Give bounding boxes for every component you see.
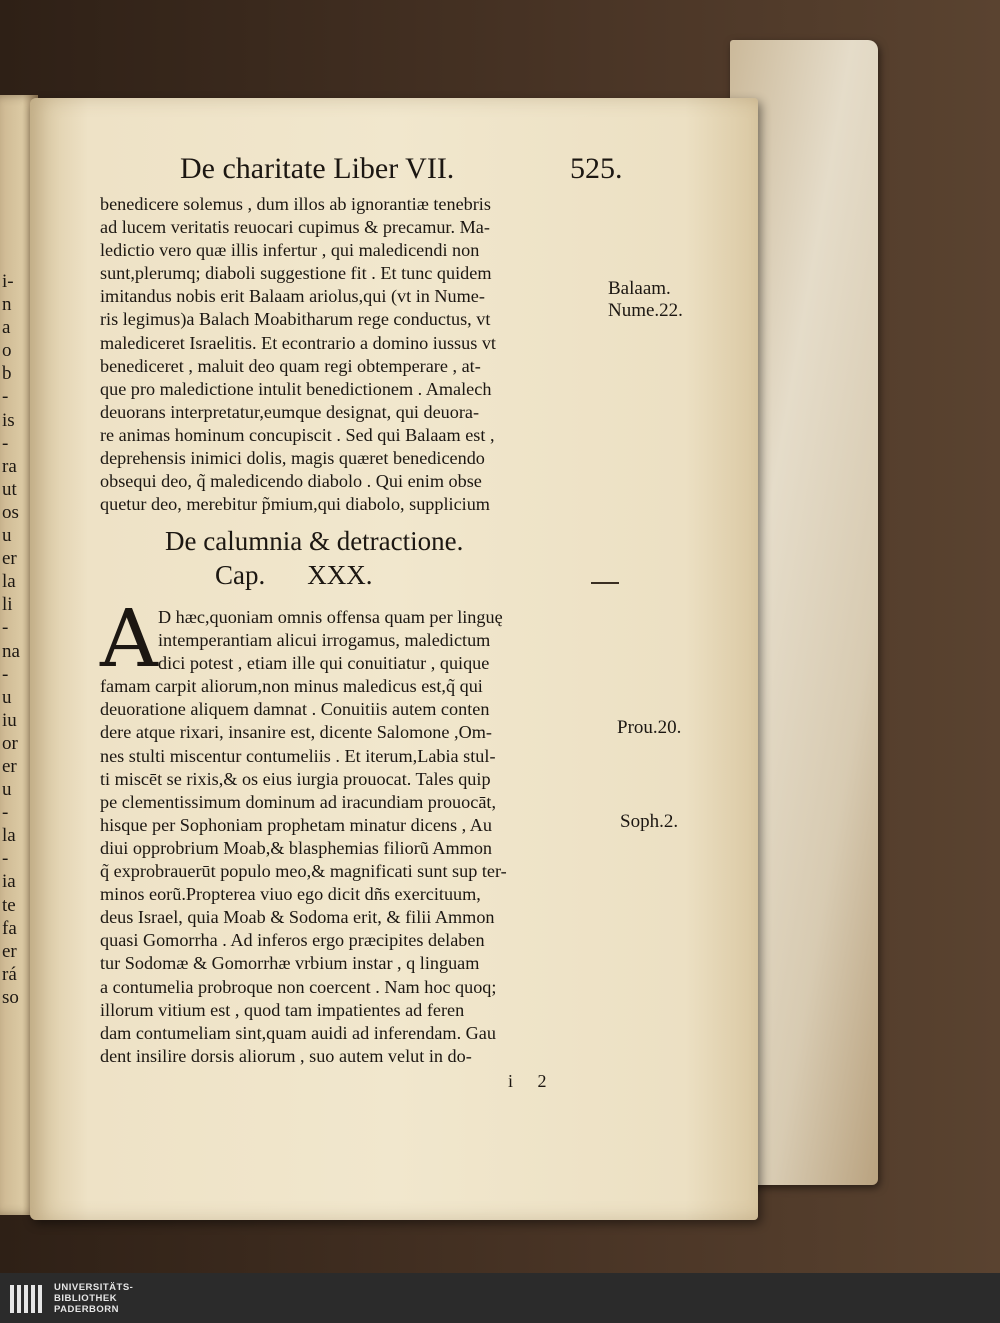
signature-mark: i 2 <box>508 1071 557 1091</box>
facing-page-fragment: rá <box>2 963 17 985</box>
facing-page-fragment: ra <box>2 455 17 477</box>
text-line: intemperantiam alicui irrogamus, maledictum <box>158 630 491 651</box>
facing-page-fragment: li <box>2 594 13 616</box>
chapter-body-text <box>100 606 615 1068</box>
facing-page-fragment: - <box>2 432 9 454</box>
facing-page-fragment: - <box>2 802 9 824</box>
text-line: ti miscēt se rixis,& os eius iurgia prouocat. Tales quip <box>100 768 491 789</box>
library-footer <box>0 1273 1000 1323</box>
facing-page-fragment: or <box>2 732 18 754</box>
text-line: ledictio vero quæ illis infertur , qui maledicendi non <box>100 240 480 261</box>
text-line: D hæc,quoniam omnis offensa quam per linguę <box>158 607 503 627</box>
facing-page-fragment: er <box>2 940 17 962</box>
facing-page-fragment: er <box>2 548 17 570</box>
text-line: illorum vitium est , quod tam impatientes ad feren <box>100 999 465 1020</box>
marginal-note-balaam <box>608 276 683 324</box>
facing-page-fragment: u <box>2 686 12 708</box>
facing-page-fragment: os <box>2 501 19 523</box>
chapter-number <box>215 560 515 591</box>
text-line: deus Israel, quia Moab & Sodoma erit, & filii Ammon <box>100 907 495 928</box>
facing-page-fragment: ia <box>2 871 16 893</box>
folio-number: 525. <box>570 152 623 185</box>
text-line: dici potest , etiam ille qui conuitiatur , quique <box>158 653 490 674</box>
marginal-note-prou: Prou.20. <box>617 717 682 738</box>
facing-page-fragment: la <box>2 825 16 847</box>
facing-page-fragment: er <box>2 755 17 777</box>
text-line: ris legimus)a Balach Moabitharum rege conductus, vt <box>100 309 491 330</box>
page-header <box>180 150 650 192</box>
text-line: deuoratione aliquem damnat . Conuitiis autem conten <box>100 699 490 720</box>
text-line: benedicere solemus , dum illos ab ignorantiæ tenebris <box>100 194 491 214</box>
facing-page-fragment: fa <box>2 917 17 939</box>
running-title: De charitate Liber VII. <box>180 152 455 185</box>
marginal-note-soph: Soph.2. <box>620 811 679 832</box>
facing-page-fragment: - <box>2 663 9 685</box>
library-name <box>54 1282 133 1315</box>
chapter-cap-number: XXX. <box>307 560 373 590</box>
facing-page-fragment: u <box>2 779 12 801</box>
library-name-line: PADERBORN <box>54 1304 120 1315</box>
facing-page-fragment: na <box>2 640 20 662</box>
facing-page-fragment: so <box>2 986 19 1008</box>
facing-page-fragment: is <box>2 409 15 431</box>
text-line: re animas hominum concupiscit . Sed qui Balaam est , <box>100 424 495 445</box>
text-line: a contumelia probroque non coercent . Nam hoc quoq; <box>100 976 497 997</box>
text-line: benediceret , maluit deo quam regi obtemperare , at- <box>100 355 481 376</box>
facing-page-fragment: a <box>2 317 11 339</box>
text-line: quasi Gomorrha . Ad inferos ergo præcipites delaben <box>100 930 485 951</box>
text-line: famam carpit aliorum,non minus maledicus est,q̃ qui <box>100 676 483 697</box>
text-line: minos eorũ.Propterea viuo ego dicit dñs exercituum, <box>100 884 481 905</box>
text-line: obsequi deo, q̃ maledicendo diabolo . Qui enim obse <box>100 471 482 492</box>
library-name-line: UNIVERSITÄTS- <box>54 1282 134 1293</box>
facing-page-fragment: - <box>2 848 9 870</box>
facing-page-fragment: u <box>2 525 12 547</box>
facing-page-fragment: i- <box>2 271 14 292</box>
facing-page-fragment: - <box>2 386 9 408</box>
drop-cap: A <box>100 592 158 685</box>
library-name-line: BIBLIOTHEK <box>54 1293 118 1304</box>
facing-page-fragment: ut <box>2 478 17 500</box>
chapter-cap-label: Cap. <box>215 560 266 590</box>
text-line: tur Sodomæ & Gomorrhæ vrbium instar , q linguam <box>100 953 480 974</box>
text-line: diui opprobrium Moab,& blasphemias filiorũ Ammon <box>100 837 493 858</box>
text-line: nes stulti miscentur contumeliis . Et iterum,Labia stul- <box>100 745 496 766</box>
text-line: ad lucem veritatis reuocari cupimus & precamur. Ma- <box>100 217 490 238</box>
text-line: que pro maledictione intulit benedictionem . Amalech <box>100 378 492 399</box>
library-logo-icon <box>10 1285 48 1313</box>
text-line: dam contumeliam sint,quam auidi ad inferendam. Gau <box>100 1022 496 1043</box>
ink-mark <box>591 582 619 584</box>
text-line: deprehensis inimici dolis, magis quæret benedicendo <box>100 448 485 469</box>
marginal-note-line: Balaam. <box>608 278 671 299</box>
text-line: imitandus nobis erit Balaam ariolus,qui (vt in Nume- <box>100 286 485 307</box>
facing-page-fragment: te <box>2 894 16 916</box>
text-line: hisque per Sophoniam prophetam minatur dicens , Au <box>100 814 492 835</box>
facing-page-fragment: n <box>2 294 12 316</box>
text-line: dent insilire dorsis aliorum , suo autem velut in do- <box>100 1045 472 1066</box>
facing-page-fragment: b <box>2 363 12 385</box>
book-page <box>30 98 758 1220</box>
text-line: dere atque rixari, insanire est, dicente Salomone ,Om- <box>100 722 492 743</box>
text-line: malediceret Israelitis. Et econtrario a domino iussus vt <box>100 332 496 353</box>
text-line: sunt,plerumq; diaboli suggestione fit . Et tunc quidem <box>100 263 492 284</box>
text-line: pe clementissimum dominum ad iracundiam prouocāt, <box>100 791 496 812</box>
facing-page-fragment: - <box>2 617 9 639</box>
text-line: quetur deo, merebitur p̃mium,qui diabolo, supplicium <box>100 494 490 515</box>
facing-page-fragment: la <box>2 571 16 593</box>
chapter-title: De calumnia & detractione. <box>165 526 464 556</box>
text-line: q̃ exprobrauerūt populo meo,& magnificati sunt sup ter- <box>100 861 507 882</box>
marginal-note-line: Nume.22. <box>608 300 683 321</box>
body-text-block <box>100 193 610 516</box>
facing-page-fragment: o <box>2 340 12 362</box>
text-line: deuorans interpretatur,eumque designat, qui deuora- <box>100 401 480 422</box>
facing-page-fragment: iu <box>2 709 17 731</box>
